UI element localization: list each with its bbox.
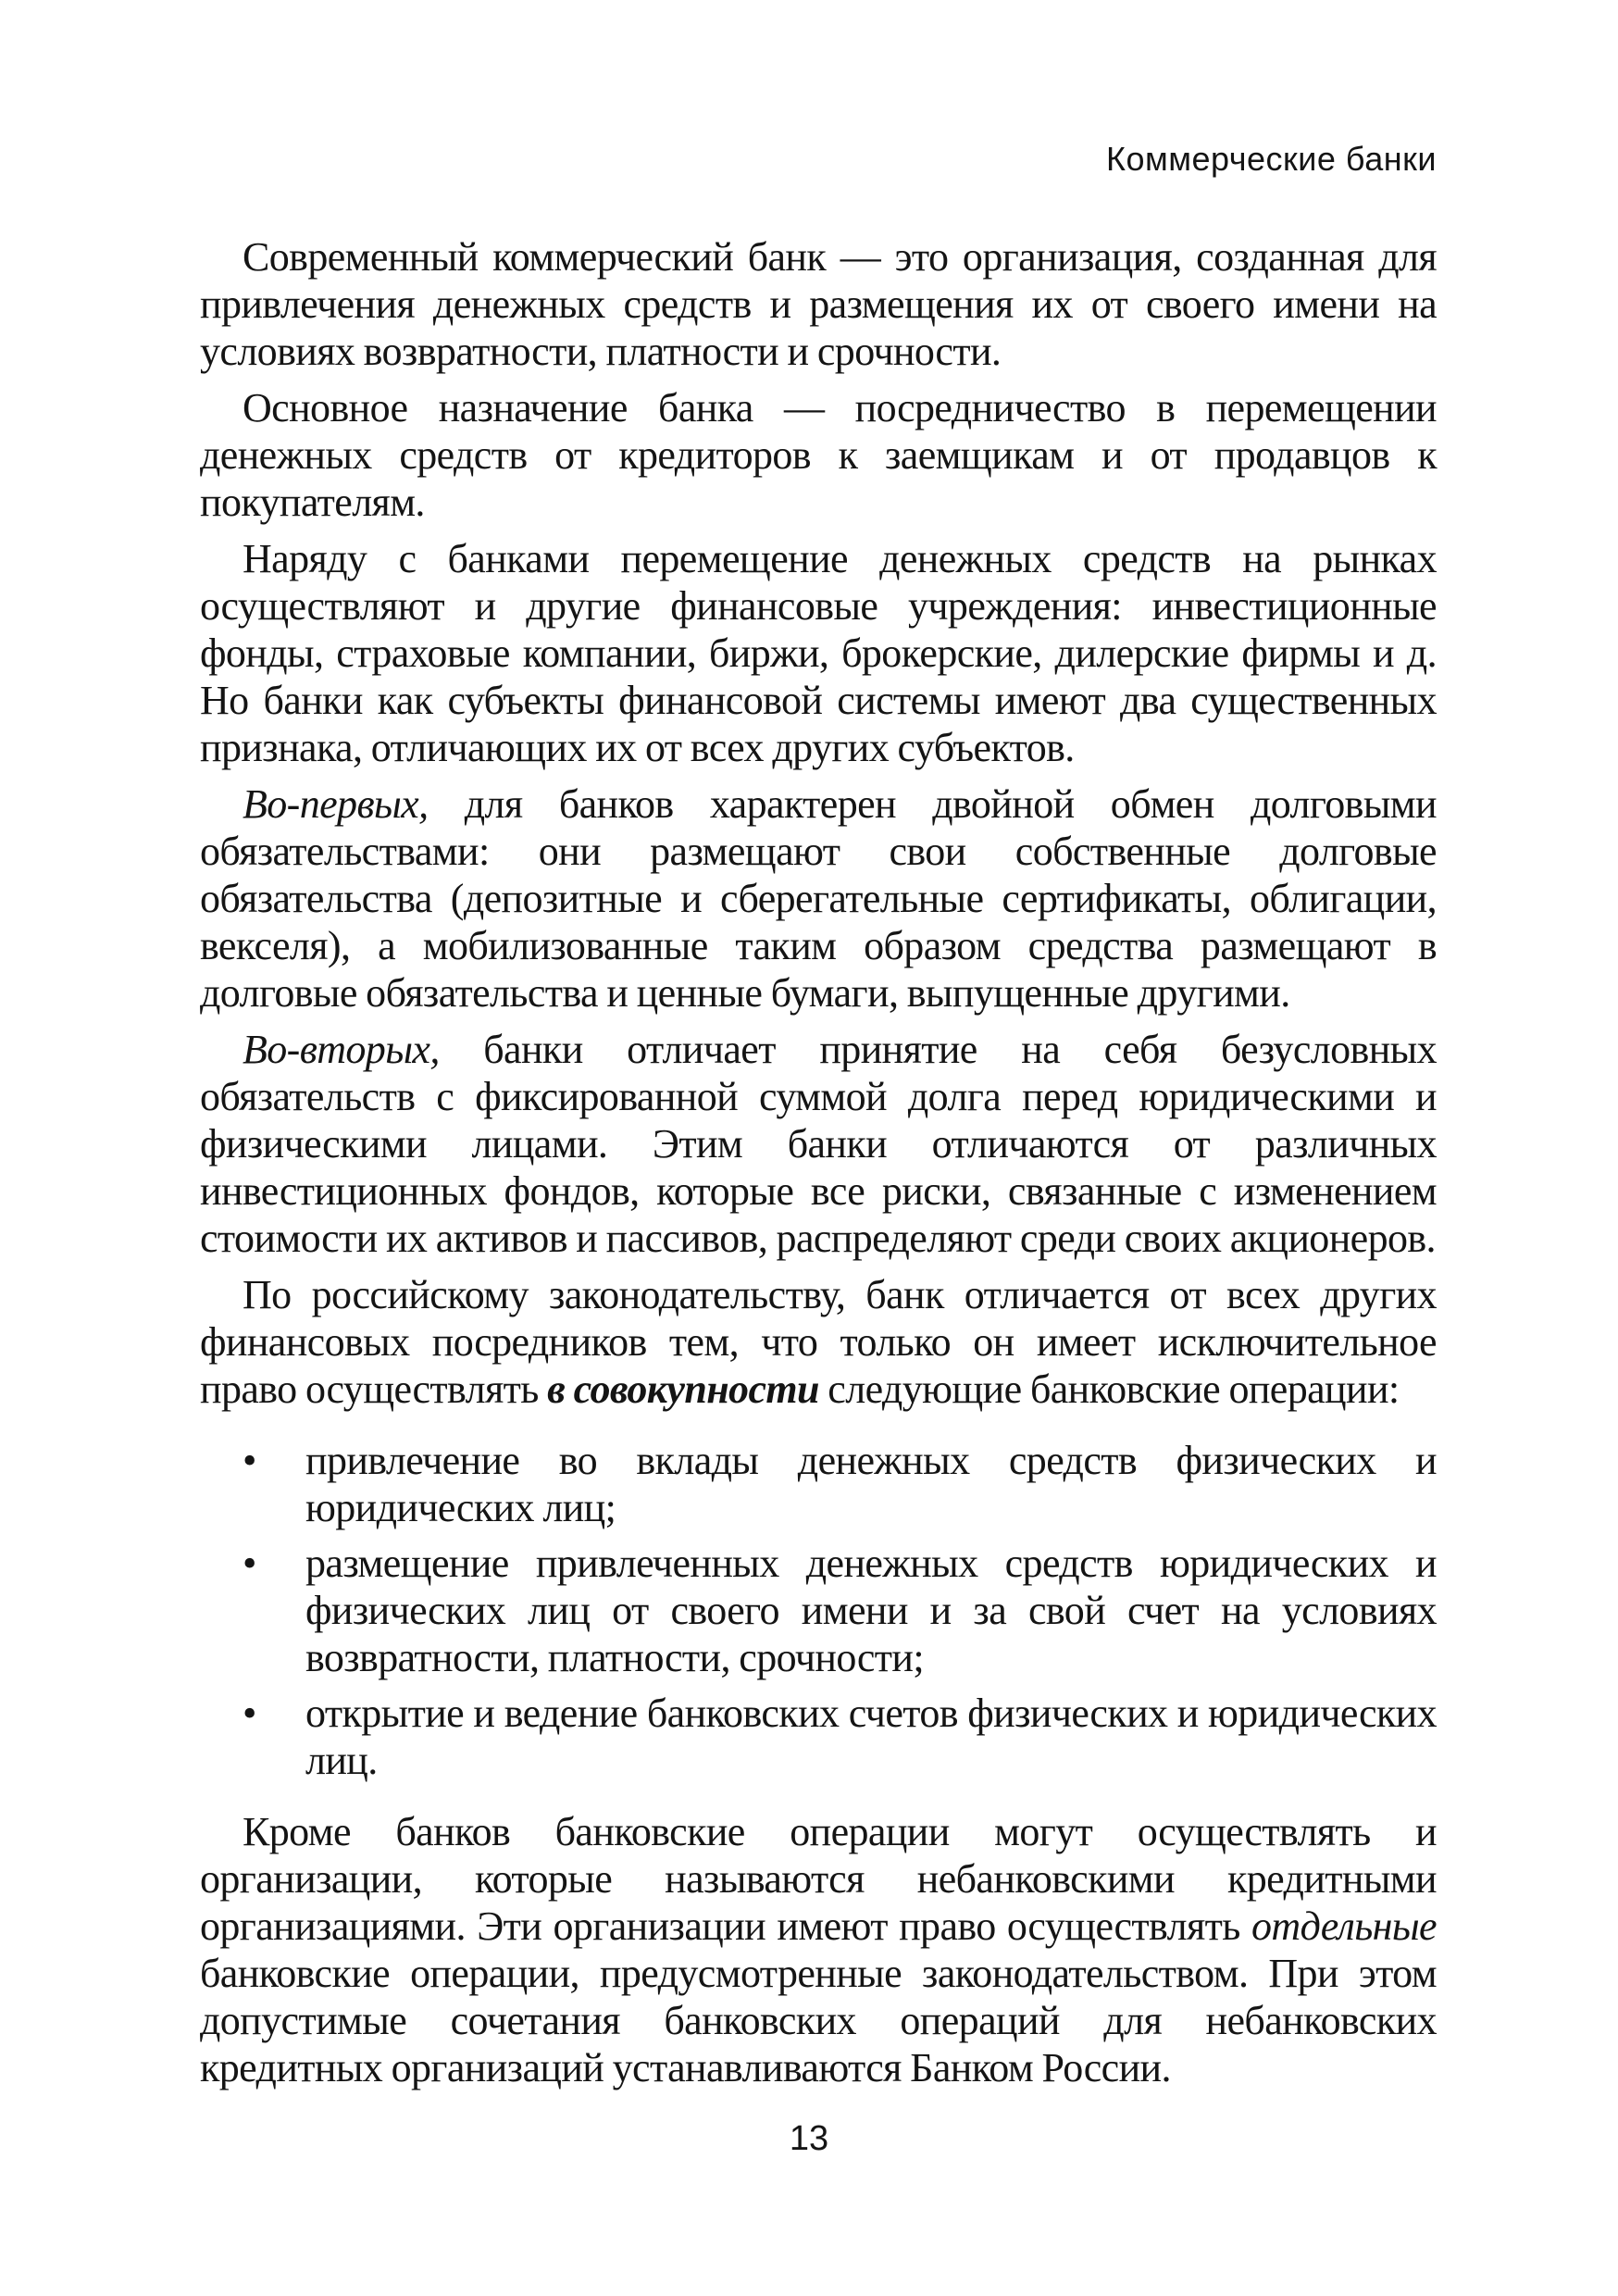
paragraph-6-text-a: По российскому законодательству, банк отличается от всех других финансовых посредников тем, что только он имеет исключительное право осуществлять xyxy=(200,1272,1437,1412)
paragraph-7-text: Кроме банков банковские операции могут осуществлять и организации, которые называются небанковскими кредитными организациями. xyxy=(200,1809,1437,1949)
paragraph-5-text: банки отличает принятие на себя безусловных обязательств с фиксированной суммой долга перед юридическими и физическими лицами. Этим банки отличаются от различных инвестиционных фондов, которые все риски, связанные с изменением стоимости их активов и пассивов, распределяют среди своих акционеров. xyxy=(200,1027,1437,1261)
list-item xyxy=(243,1540,1437,1681)
page-number: 13 xyxy=(789,2119,829,2158)
emphasis-in-aggregate: в совокупности xyxy=(547,1366,819,1412)
paragraph-3: Наряду с банками перемещение денежных средств на рынках осуществляют и другие финансовые учреждения: инвестиционные фонды, страховые компании, биржи, брокерские, дилерские фирмы и д. Но банки как субъекты финансовой системы имеют два существенных признака, отличающих их от всех других субъектов. xyxy=(200,536,1437,770)
list-item-text: привлечение во вклады денежных средств физических и юридических лиц; xyxy=(305,1438,1437,1530)
emphasis-first: Во-первых, xyxy=(243,781,429,827)
paragraph-7 xyxy=(200,1808,1437,2091)
paragraph-1: Современный коммерческий банк — это организация, созданная для привлечения денежных средств и размещения их от своего имени на условиях возвратности, платности и срочности. xyxy=(200,234,1437,374)
paragraph-4-text: для банков характерен двойной обмен долговыми обязательствами: они размещают свои собственные долговые обязательства (депозитные и сберегательные сертификаты, облигации, векселя), а мобилизованные таким образом средства размещают в долговые обязательства и ценные бумаги, выпущенные другими. xyxy=(200,781,1437,1016)
emphasis-separate: отдельные xyxy=(1251,1903,1437,1949)
running-header: Коммерческие банки xyxy=(1106,140,1437,178)
list-item-text: размещение привлеченных денежных средств юридических и физических лиц от своего имени и за свой счет на условиях возвратности, платности, срочности; xyxy=(305,1541,1437,1680)
banking-operations-list xyxy=(200,1437,1437,1784)
paragraph-6 xyxy=(200,1271,1437,1413)
list-item xyxy=(243,1437,1437,1531)
paragraph-7-text-c: банковские операции, предусмотренные законодательством. При этом допустимые сочетания банковских операций для небанковских кредитных организаций устанавливаются Банком России. xyxy=(200,1951,1437,2090)
paragraph-4 xyxy=(200,780,1437,1017)
list-item xyxy=(243,1690,1437,1784)
emphasis-second: Во-вторых, xyxy=(243,1027,440,1072)
paragraph-6-text-b: следующие банковские операции: xyxy=(818,1366,1400,1412)
bullet-icon: • xyxy=(243,1438,256,1483)
paragraph-2: Основное назначение банка — посредничество в перемещении денежных средств от кредиторов к заемщикам и от продавцов к покупателям. xyxy=(200,385,1437,525)
bullet-icon: • xyxy=(243,1541,256,1586)
paragraph-7-text-b: Эти организации имеют право осуществлять xyxy=(477,1903,1252,1949)
body-text xyxy=(200,233,1437,2101)
list-item-text: открытие и ведение банковских счетов физических и юридических лиц. xyxy=(305,1691,1437,1783)
paragraph-5 xyxy=(200,1026,1437,1262)
bullet-icon: • xyxy=(243,1691,256,1736)
